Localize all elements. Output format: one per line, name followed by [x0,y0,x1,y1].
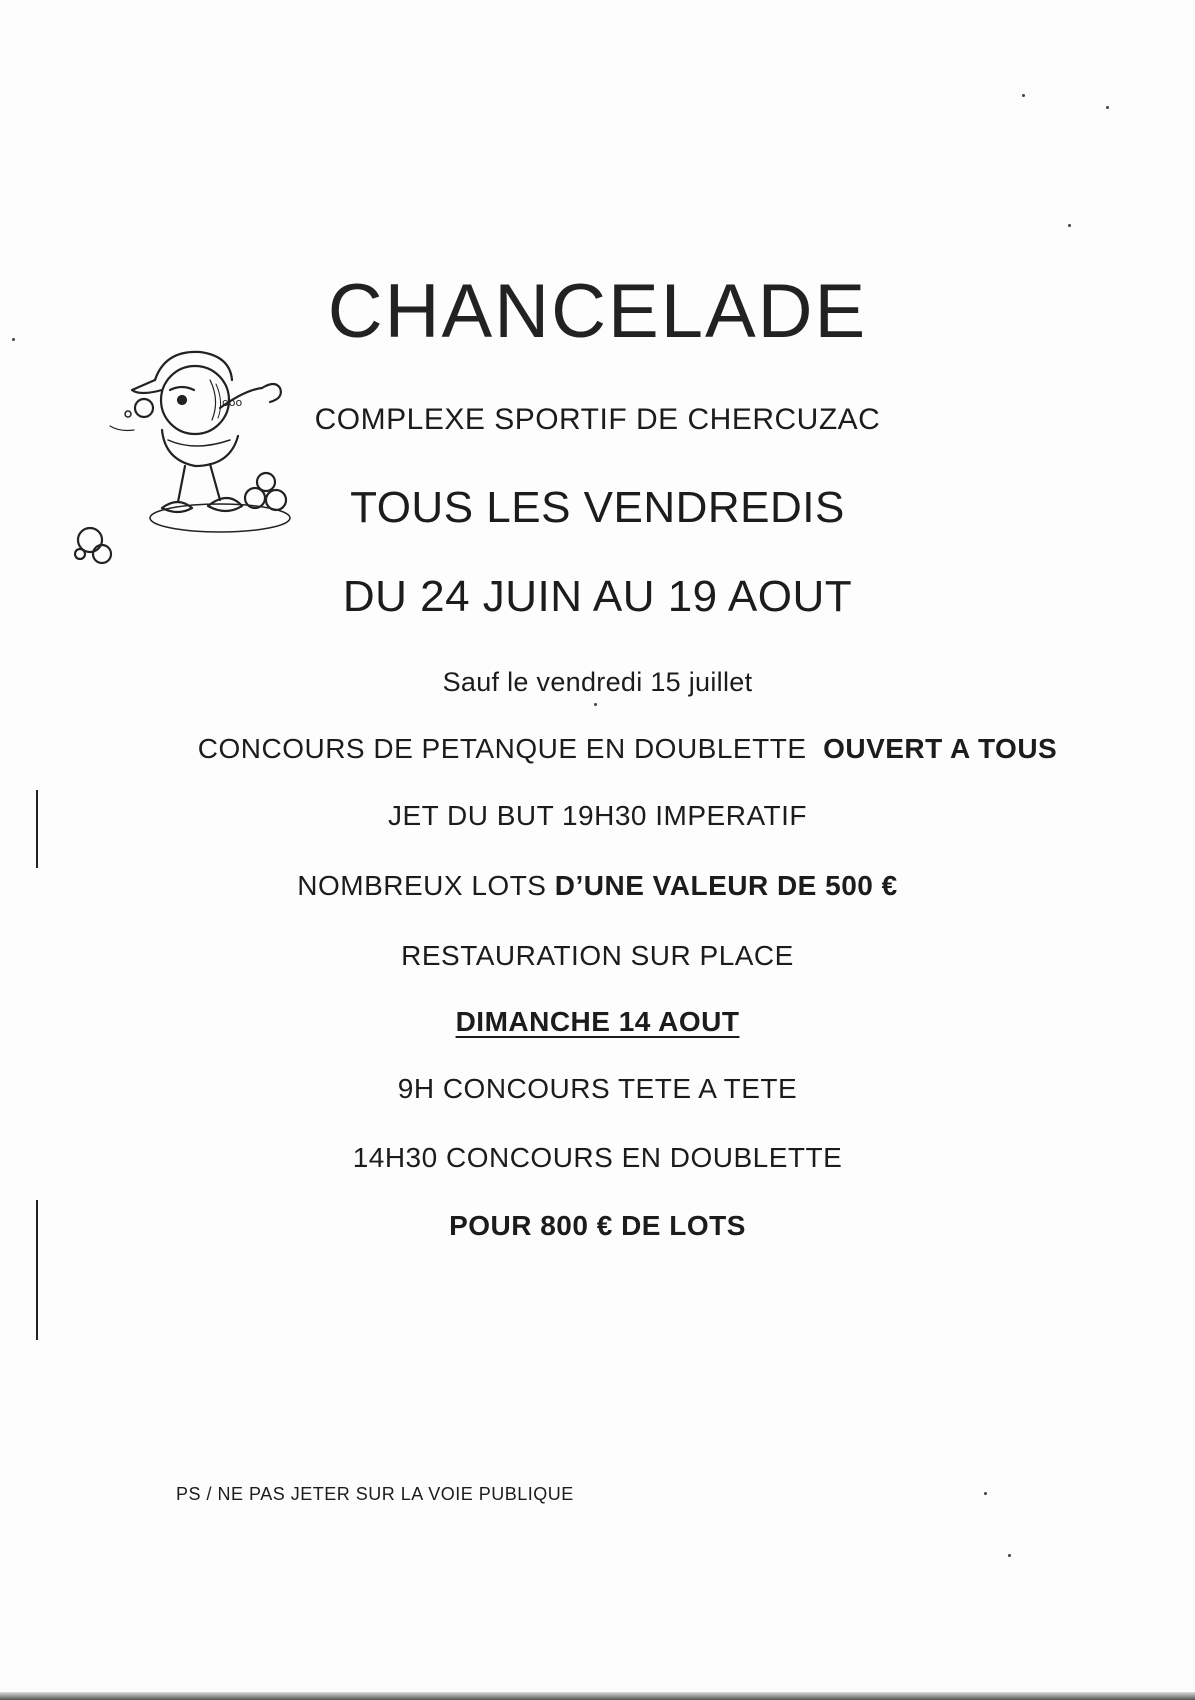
scan-artifact-line [36,790,38,868]
scan-speck [1022,94,1025,97]
dates-line: DU 24 JUIN AU 19 AOUT [342,572,853,621]
lots-text: NOMBREUX LOTS [297,870,547,901]
scan-speck [1106,106,1109,109]
sunday-afternoon-line: 14H30 CONCOURS EN DOUBLETTE [352,1142,843,1173]
cap-text: ooo [222,396,243,409]
scan-speck [594,703,597,706]
start-time-line: JET DU BUT 19H30 IMPERATIF [387,800,808,831]
flyer-title: CHANCELADE [327,269,868,354]
exception-line: Sauf le vendredi 15 juillet [442,667,753,697]
footer-note: PS / NE PAS JETER SUR LA VOIE PUBLIQUE [176,1484,574,1504]
venue-line: COMPLEXE SPORTIF DE CHERCUZAC [314,403,881,436]
sunday-morning-line: 9H CONCOURS TETE A TETE [397,1073,798,1104]
lots-line [0,870,1195,902]
scan-speck [984,1492,987,1495]
sunday-heading: DIMANCHE 14 AOUT [455,1006,740,1037]
schedule-line: TOUS LES VENDREDIS [350,483,845,532]
catering-line: RESTAURATION SUR PLACE [401,940,794,971]
scan-bottom-edge [0,1692,1195,1700]
scan-speck [1068,224,1071,227]
scan-artifact-line [36,1200,38,1340]
contest-open-text: OUVERT A TOUS [823,733,1058,764]
lots-value-text: D’UNE VALEUR DE 500 € [554,870,898,901]
scan-speck [12,338,15,341]
contest-text: CONCOURS DE PETANQUE EN DOUBLETTE [197,733,807,764]
sunday-prize-line: POUR 800 € DE LOTS [449,1210,746,1241]
scan-speck [1008,1554,1011,1557]
contest-line [30,733,1195,765]
petanque-player-icon [70,340,330,580]
